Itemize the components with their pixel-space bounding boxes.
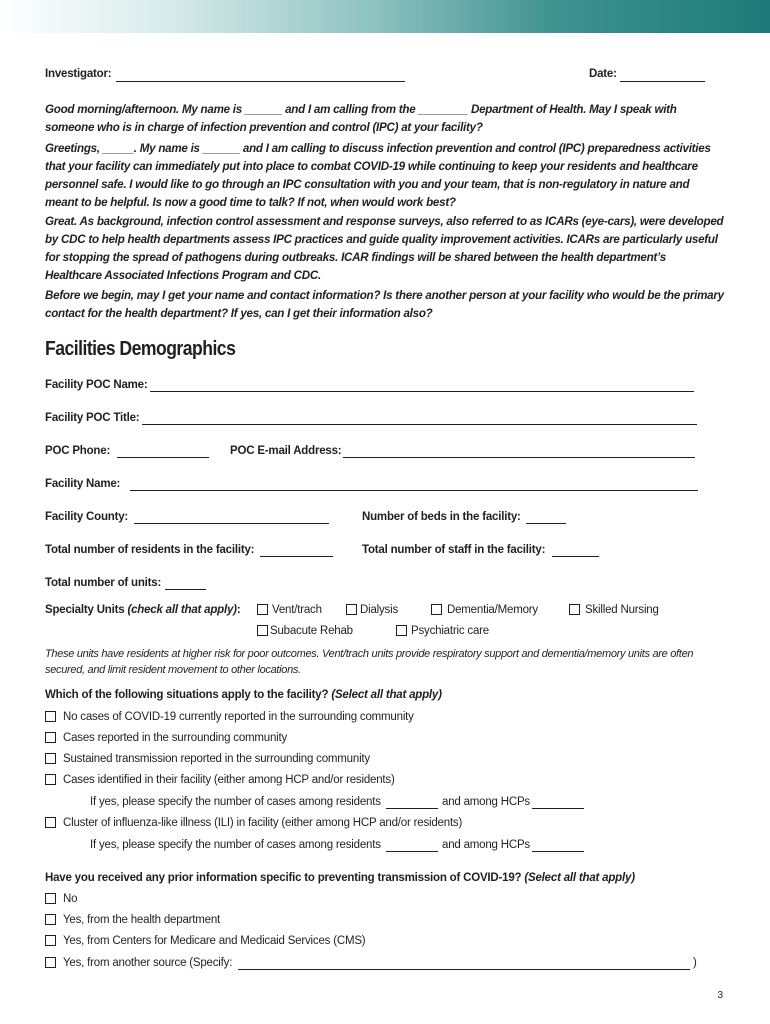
dialysis-checkbox[interactable]	[346, 604, 357, 615]
number-of-beds-label: Number of beds in the facility:	[362, 511, 521, 523]
situations-question: Which of the following situations apply to the facility? (Select all that apply)	[45, 689, 442, 701]
poc-phone-label: POC Phone:	[45, 445, 111, 457]
dialysis-label: Dialysis	[360, 604, 399, 616]
subacute-rehab-label: Subacute Rehab	[270, 625, 353, 637]
section-title: Facilities Demographics	[45, 338, 236, 360]
facility-name-field[interactable]	[130, 490, 698, 491]
situation-option-3: Sustained transmission reported in the surrounding community	[63, 753, 370, 765]
prior-info-checkbox-2[interactable]	[45, 914, 56, 925]
skilled-nursing-label: Skilled Nursing	[585, 604, 659, 616]
facility-poc-title-field[interactable]	[142, 424, 697, 425]
vent-trach-label: Vent/trach	[272, 604, 322, 616]
situation-checkbox-3[interactable]	[45, 753, 56, 764]
situation-option-4: Cases identified in their facility (either among HCP and/or residents)	[63, 774, 395, 786]
prior-info-checkbox-1[interactable]	[45, 893, 56, 904]
total-staff-label: Total number of staff in the facility:	[362, 544, 546, 556]
poc-email-field[interactable]	[343, 457, 695, 458]
followup-hcps-label-2: and among HCPs	[442, 839, 530, 851]
total-units-label: Total number of units:	[45, 577, 162, 589]
facility-poc-name-field[interactable]	[150, 391, 694, 392]
total-staff-field[interactable]	[552, 556, 599, 557]
prior-info-checkbox-4[interactable]	[45, 957, 56, 968]
vent-trach-checkbox[interactable]	[257, 604, 268, 615]
facility-county-field[interactable]	[134, 523, 329, 524]
script-paragraph-3: Great. As background, infection control assessment and response surveys, also referred to as ICARs (eye-cars), were developed by CDC to help health departments assess IPC practices and guide quality improvement activities. ICARs are particularly useful for stopping the spread of pathogens during outbreaks. ICAR findings will be shared between the health department’s Healthcare Associated Infections Program and CDC.	[45, 215, 724, 282]
dementia-memory-checkbox[interactable]	[431, 604, 442, 615]
facility-county-label: Facility County:	[45, 511, 129, 523]
specialty-units-note: These units have residents at higher risk for poor outcomes. Vent/trach units provide respiratory support and dementia/memory units are often secured, and limit resident movement to other locations.	[45, 648, 694, 676]
other-source-field[interactable]	[238, 969, 690, 970]
followup-residents-field-2[interactable]	[386, 851, 438, 852]
situation-option-1: No cases of COVID-19 currently reported in the surrounding community	[63, 711, 414, 723]
page-number: 3	[717, 990, 723, 1001]
date-field[interactable]	[620, 81, 705, 82]
prior-info-question: Have you received any prior information specific to preventing transmission of COVID-19? (Select all that apply)	[45, 872, 635, 884]
situation-option-2: Cases reported in the surrounding community	[63, 732, 288, 744]
dementia-memory-label: Dementia/Memory	[447, 604, 538, 616]
subacute-rehab-checkbox[interactable]	[257, 625, 268, 636]
poc-email-label: POC E-mail Address:	[230, 445, 342, 457]
followup-hcps-field-2[interactable]	[532, 851, 584, 852]
psychiatric-care-checkbox[interactable]	[396, 625, 407, 636]
script-paragraph-2: Greetings, _____. My name is ______ and I am calling to discuss infection prevention and control (IPC) preparedness activities that your facility can immediately put into place to combat COVID-19 while continuing to keep your residents and healthcare personnel safe. I would like to go through an IPC consultation with you and your team, that is non-regulatory in nature and meant to be helpful. Is now a good time to talk? If not, when would work best?	[45, 142, 711, 209]
poc-phone-field[interactable]	[117, 457, 209, 458]
investigator-label: Investigator:	[45, 68, 112, 80]
facility-name-label: Facility Name:	[45, 478, 121, 490]
date-label: Date:	[589, 68, 617, 80]
total-residents-field[interactable]	[260, 556, 333, 557]
followup-residents-label-1: If yes, please specify the number of cases among residents	[90, 796, 381, 808]
other-source-closing-paren: )	[693, 957, 697, 969]
number-of-beds-field[interactable]	[526, 523, 566, 524]
situation-checkbox-4[interactable]	[45, 774, 56, 785]
prior-info-option-1: No	[63, 893, 78, 905]
facility-poc-title-label: Facility POC Title:	[45, 412, 140, 424]
situation-checkbox-2[interactable]	[45, 732, 56, 743]
situation-checkbox-1[interactable]	[45, 711, 56, 722]
psychiatric-care-label: Psychiatric care	[411, 625, 489, 637]
followup-hcps-label-1: and among HCPs	[442, 796, 530, 808]
header-band	[0, 0, 770, 33]
prior-info-option-2: Yes, from the health department	[63, 914, 221, 926]
total-units-field[interactable]	[165, 589, 206, 590]
facility-poc-name-label: Facility POC Name:	[45, 379, 148, 391]
skilled-nursing-checkbox[interactable]	[569, 604, 580, 615]
specialty-units-label: Specialty Units (check all that apply):	[45, 604, 241, 616]
situation-option-5: Cluster of influenza-like illness (ILI) in facility (either among HCP and/or residents)	[63, 817, 463, 829]
script-paragraph-1: Good morning/afternoon. My name is ______ and I am calling from the ________ Department of Health. May I speak with someone who is in charge of infection prevention and control (IPC) at your facility?	[45, 103, 677, 134]
total-residents-label: Total number of residents in the facility:	[45, 544, 255, 556]
script-paragraph-4: Before we begin, may I get your name and contact information? Is there another person at your facility who would be the primary contact for the health department? If yes, can I get their information also?	[45, 289, 724, 320]
followup-residents-label-2: If yes, please specify the number of cases among residents	[90, 839, 381, 851]
prior-info-option-4: Yes, from another source (Specify:	[63, 957, 233, 969]
investigator-field[interactable]	[116, 81, 405, 82]
followup-hcps-field-1[interactable]	[532, 808, 584, 809]
followup-residents-field-1[interactable]	[386, 808, 438, 809]
situation-checkbox-5[interactable]	[45, 817, 56, 828]
prior-info-option-3: Yes, from Centers for Medicare and Medicaid Services (CMS)	[63, 935, 366, 947]
prior-info-checkbox-3[interactable]	[45, 935, 56, 946]
